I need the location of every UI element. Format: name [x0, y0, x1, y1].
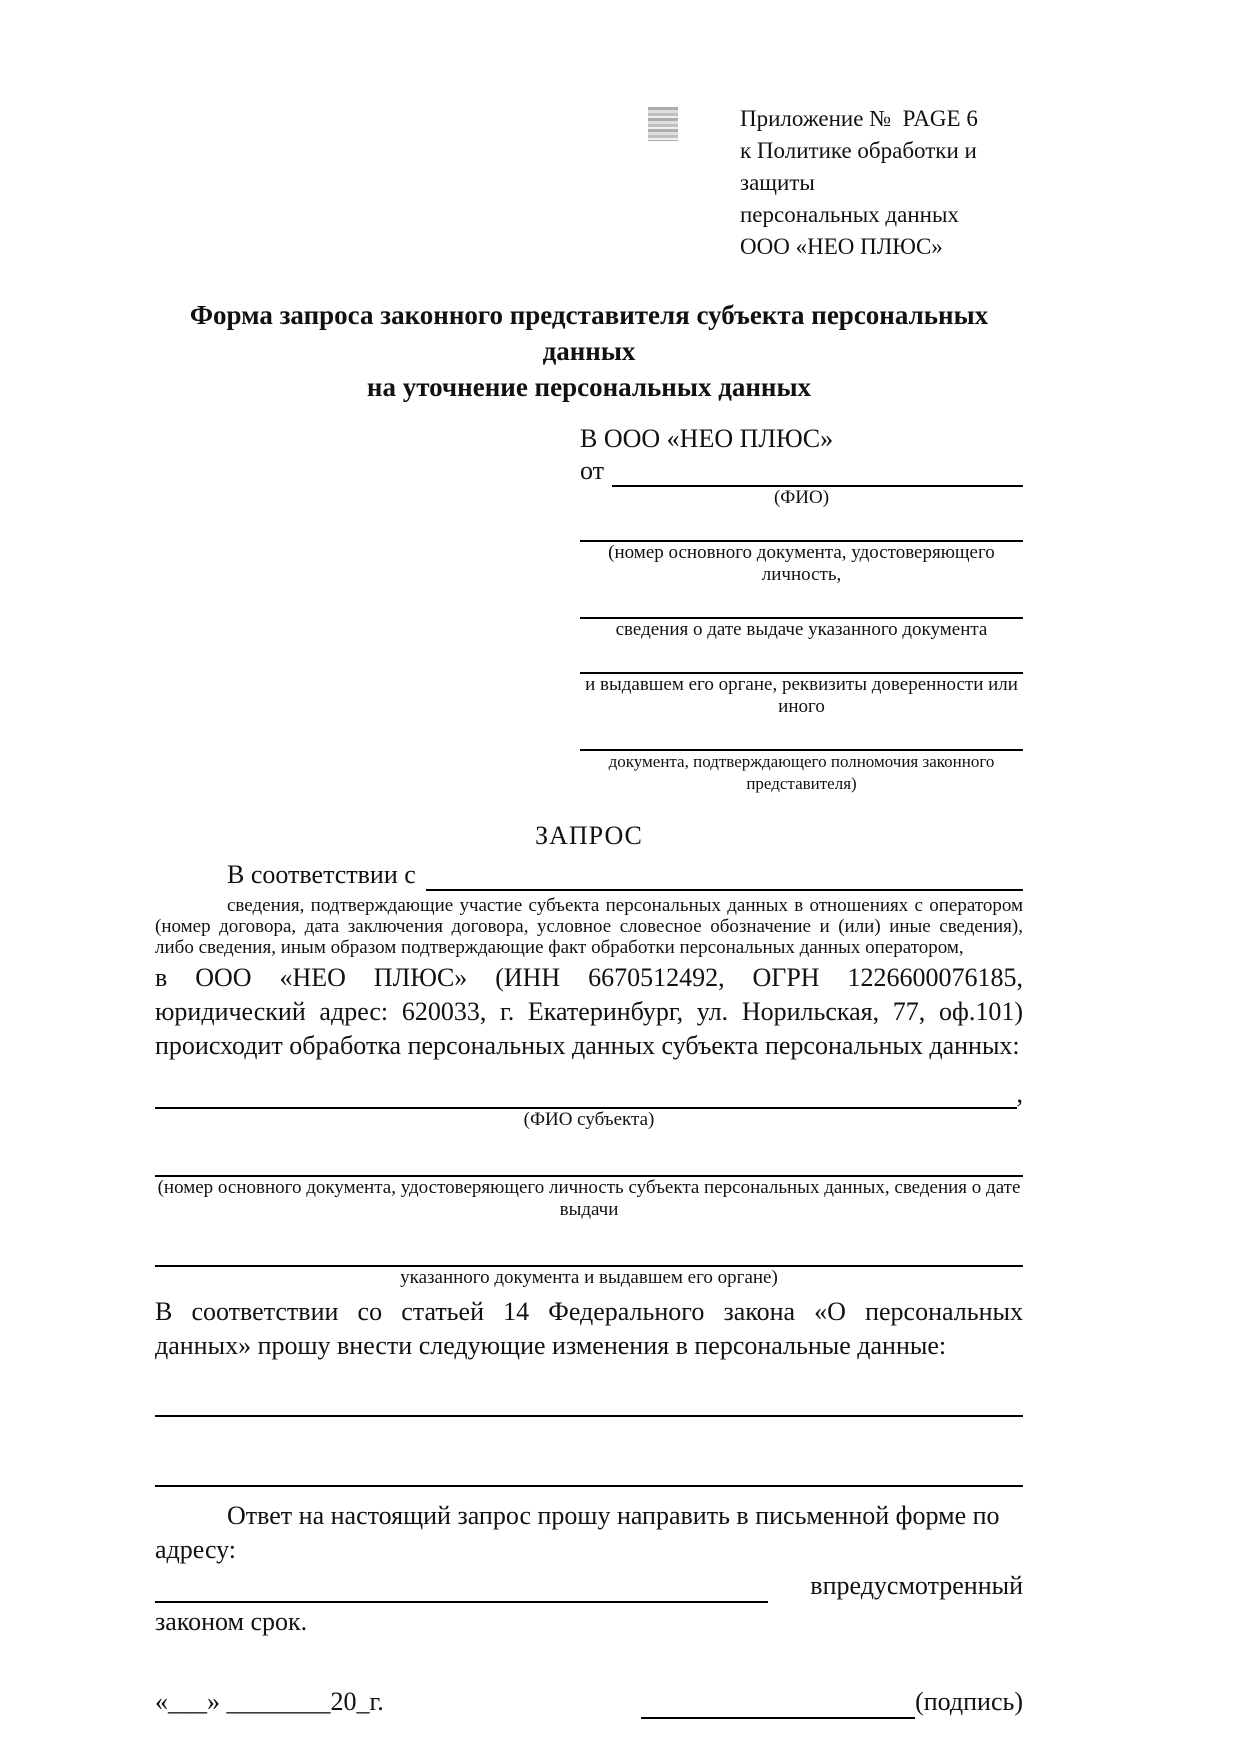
fio-blank-line	[612, 459, 1023, 487]
signature-caption: (подпись)	[915, 1687, 1023, 1716]
answer-address-row	[155, 1569, 1023, 1603]
representative-doc-blank-2	[580, 589, 1023, 619]
fio-caption: (ФИО)	[773, 487, 830, 508]
document-header	[740, 103, 1023, 263]
representative-doc-caption-3: и выдавшем его органе, реквизиты доверенности или иного	[585, 674, 1018, 717]
addressee-block	[580, 423, 1023, 795]
answer-intro-line: Ответ на настоящий запрос прошу направить в письменной форме по адресу:	[155, 1501, 1000, 1564]
subject-fio-caption: (ФИО субъекта)	[523, 1109, 655, 1130]
subject-doc-caption-1: (номер основного документа, удостоверяющего личность субъекта персональных данных, сведения о дате выдачи	[157, 1177, 1021, 1220]
law-paragraph: В соответствии со статьей 14 Федерального закона «О персональных данных» прошу внести следующие изменения в персональные данные:	[155, 1297, 1023, 1360]
answer-line-2: законом срок.	[155, 1607, 308, 1636]
title-line-2: на уточнение персональных данных	[366, 372, 812, 402]
answer-address-blank-line	[155, 1575, 768, 1603]
addressee-from-row	[580, 455, 1023, 487]
representative-doc-blank-1	[580, 512, 1023, 542]
representative-doc-caption-2: сведения о дате выдаче указанного документа	[615, 619, 988, 640]
representative-doc-blank-4	[580, 721, 1023, 751]
changes-blank-line-1	[155, 1389, 1023, 1417]
representative-doc-caption-4: документа, подтверждающего полномочия законного представителя)	[608, 752, 995, 793]
accordance-blank-line	[426, 863, 1023, 891]
addressee-to-line: В ООО «НЕО ПЛЮС»	[580, 424, 834, 453]
accordance-row	[155, 859, 1023, 891]
answer-word-predusmotrennyy: предусмотренный	[822, 1571, 1023, 1600]
header-policy-line-2: персональных данных	[740, 202, 959, 227]
signature-blank-line	[641, 1691, 915, 1719]
accordance-prefix: В соответствии с	[227, 860, 416, 889]
header-org-line: ООО «НЕО ПЛЮС»	[740, 234, 943, 259]
answer-word-v: в	[810, 1571, 823, 1600]
subject-fio-blank-line	[155, 1081, 1017, 1109]
subject-doc-caption-2: указанного документа и выдавшем его органе)	[400, 1267, 778, 1288]
accordance-footnote: сведения, подтверждающие участие субъекта персональных данных в отношениях с оператором (номер договора, дата заключения договора, условное словесное обозначение и (или) иные сведения), либо сведения, иным образом подтверждающие факт обработки персональных данных оператором,	[155, 895, 1023, 958]
subject-fio-trailing-comma: ,	[1016, 1079, 1023, 1108]
request-heading: ЗАПРОС	[535, 821, 643, 850]
representative-doc-caption-1: (номер основного документа, удостоверяющего личность,	[608, 542, 995, 585]
date-line: «___» ________20_г.	[155, 1687, 384, 1716]
from-label: от	[580, 456, 605, 485]
operator-paragraph: в ООО «НЕО ПЛЮС» (ИНН 6670512492, ОГРН 1226600076185, юридический адрес: 620033, г. Екатеринбург, ул. Норильская, 77, оф.101) происходит обработка персональных данных субъекта персональных данных:	[155, 963, 1023, 1060]
document-title	[155, 297, 1023, 405]
date-signature-row	[155, 1685, 1023, 1719]
subject-doc-blank-2	[155, 1239, 1023, 1267]
header-appendix-line: Приложение № PAGE 6	[740, 106, 978, 131]
title-line-1: Форма запроса законного представителя субъекта персональных данных	[189, 300, 989, 366]
document-content	[155, 0, 1023, 1719]
representative-doc-blank-3	[580, 644, 1023, 674]
subject-fio-row	[155, 1079, 1023, 1109]
subject-doc-blank-1	[155, 1149, 1023, 1177]
changes-blank-line-2	[155, 1459, 1023, 1487]
header-policy-line-1: к Политике обработки и защиты	[740, 138, 977, 195]
